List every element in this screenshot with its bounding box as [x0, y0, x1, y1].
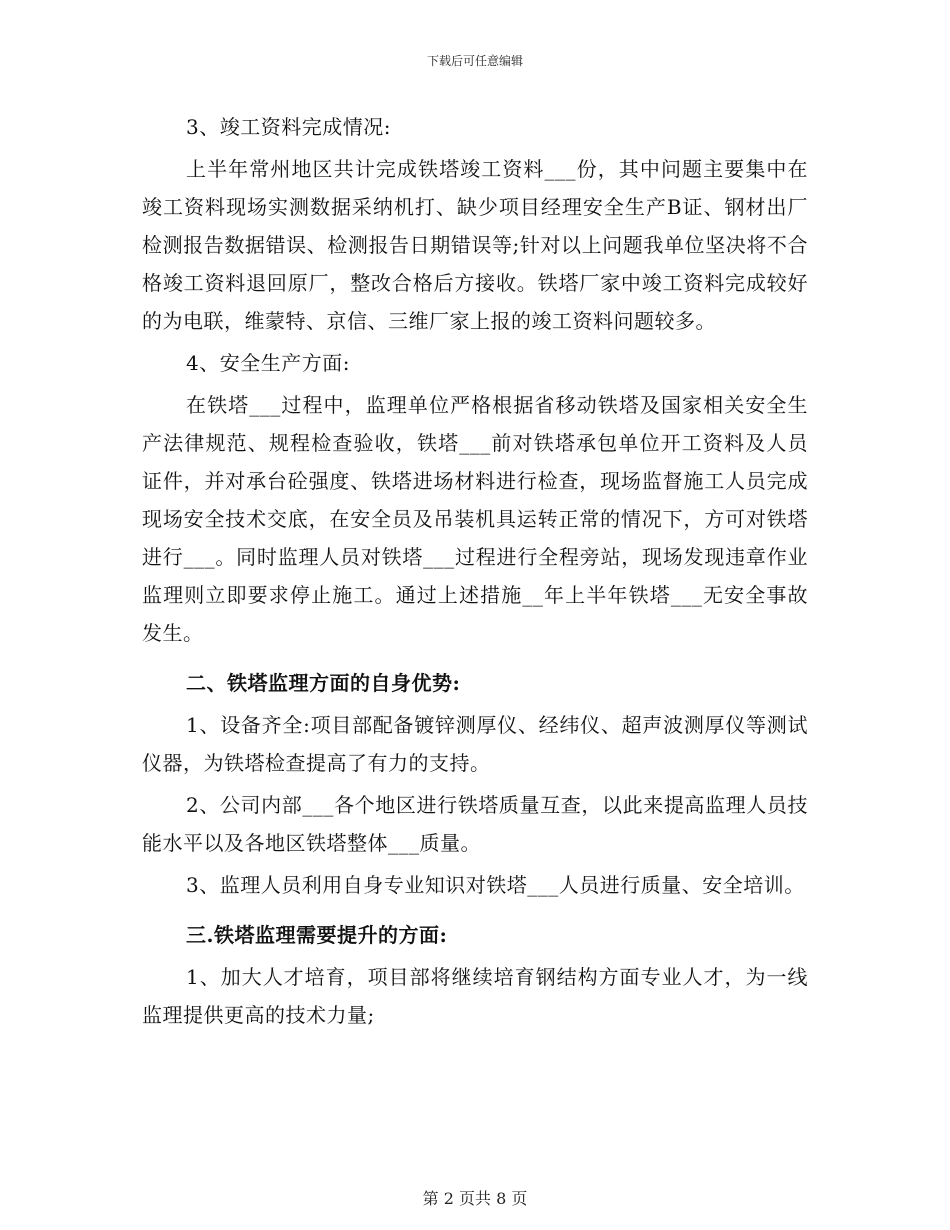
- heading-advantages: 二、铁塔监理方面的自身优势:: [186, 671, 461, 695]
- document-body: [142, 108, 808, 1034]
- paragraph-talent: 1、加大人才培育，项目部将继续培育钢结构方面专业人才，为一线监理提供更高的技术力量;: [142, 965, 808, 1027]
- paragraph-internal-check: 2、公司内部___各个地区进行铁塔质量互查，以此来提高监理人员技能水平以及各地区铁塔整体___质量。: [142, 793, 808, 855]
- paragraph-safety: 在铁塔___过程中，监理单位严格根据省移动铁塔及国家相关安全生产法律规范、规程检查验收，铁塔___前对铁塔承包单位开工资料及人员证件，并对承台砼强度、铁塔进场材料进行检查，现场监督施工人员完成现场安全技术交底，在安全员及吊装机具运转正常的情况下，方可对铁塔进行___。同时监理人员对铁塔___过程进行全程旁站，现场发现违章作业监理则立即要求停止施工。通过上述措施__年上半年铁塔___无安全事故发生。: [142, 393, 808, 645]
- paragraph-training: 3、监理人员利用自身专业知识对铁塔___人员进行质量、安全培训。: [186, 873, 805, 897]
- page-header: 下载后可任意编辑: [426, 54, 523, 68]
- page-footer: 第 2 页共 8 页: [422, 1189, 528, 1208]
- section-item-completion: 3、竣工资料完成情况:: [186, 115, 391, 139]
- paragraph-completion: 上半年常州地区共计完成铁塔竣工资料___份，其中问题主要集中在竣工资料现场实测数据采纳机打、缺少项目经理安全生产B证、钢材出厂检测报告数据错误、检测报告日期错误等;针对以上问题我单位坚决将不合格竣工资料退回原厂，整改合格后方接收。铁塔厂家中竣工资料完成较好的为电联，维蒙特、京信、三维厂家上报的竣工资料问题较多。: [142, 157, 808, 333]
- heading-improvements: 三.铁塔监理需要提升的方面:: [186, 923, 448, 947]
- paragraph-equipment: 1、设备齐全:项目部配备镀锌测厚仪、经纬仪、超声波测厚仪等测试仪器，为铁塔检查提高了有力的支持。: [142, 713, 808, 775]
- section-item-safety: 4、安全生产方面:: [186, 351, 350, 375]
